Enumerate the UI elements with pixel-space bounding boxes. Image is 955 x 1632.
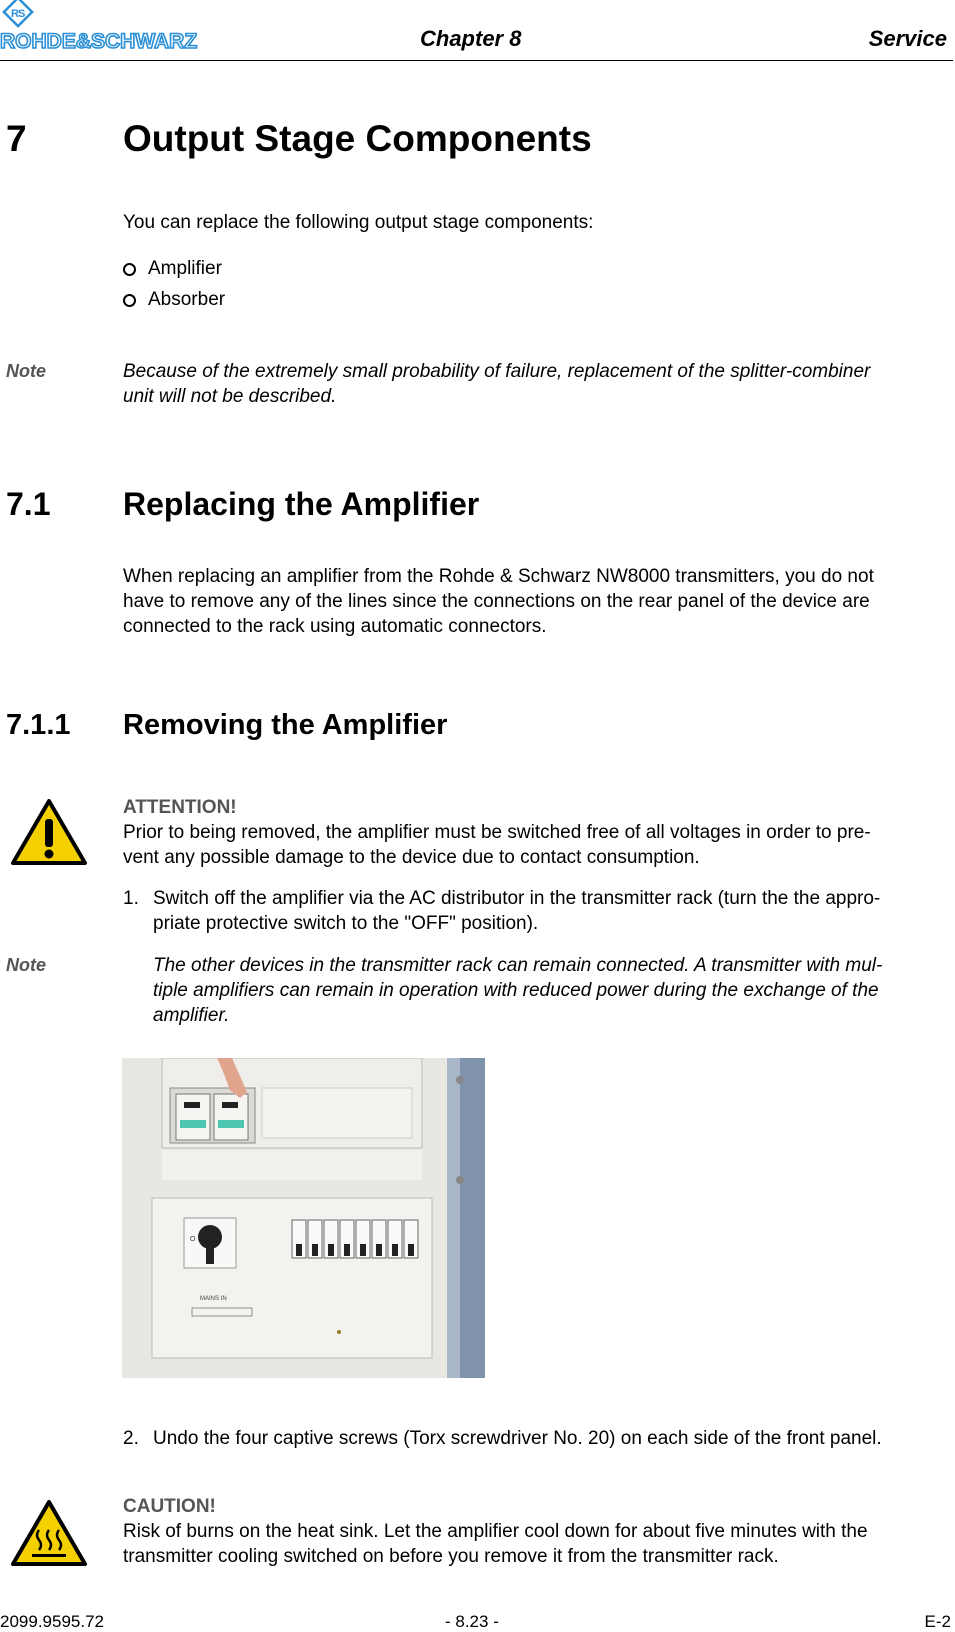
attention-block: ATTENTION! Prior to being removed, the amplifier must be switched free of all voltages in order to pre- vent any possible damage to the device due to contact consumption. — [123, 797, 871, 868]
paragraph: When replacing an amplifier from the Rohde & Schwarz NW8000 transmitters, you do not have to remove any of the lines since the connections on the rear panel of the device are connected to the rack using automatic connectors. — [123, 566, 874, 637]
section-title: Service — [868, 26, 947, 51]
logo-emblem-icon — [4, 0, 32, 26]
heading-title: Removing the Amplifier — [123, 709, 448, 741]
heading-title: Output Stage Components — [123, 118, 592, 159]
step-1: 1. Switch off the amplifier via the AC distributor in the transmitter rack (turn the the appro- priate protective switch to the "OFF" position). — [123, 888, 881, 934]
ac-distributor-photo — [122, 1058, 485, 1378]
logo-text: ROHDE&SCHWARZ — [0, 30, 198, 53]
heading-title: Replacing the Amplifier — [123, 486, 480, 522]
note-text: The other devices in the transmitter rack can remain connected. A transmitter with mul- tiple amplifiers can remain in operation with reduced power during the exchange of the amplifier. — [153, 955, 883, 1026]
step-2: 2. Undo the four captive screws (Torx screwdriver No. 20) on each side of the front panel. — [123, 1428, 882, 1449]
list-item: Amplifier — [123, 258, 222, 280]
svg-text:R: R — [11, 8, 19, 20]
bullet-icon — [123, 294, 136, 307]
heading-number: 7 — [6, 118, 27, 159]
document-number: 2099.9595.72 — [0, 1612, 104, 1631]
note-text: Because of the extremely small probability of failure, replacement of the splitter-combiner unit will not be described. — [123, 361, 871, 407]
warning-icon — [10, 797, 88, 867]
rohde-schwarz-logo — [0, 0, 230, 55]
caution-block: CAUTION! Risk of burns on the heat sink. Let the amplifier cool down for about five minutes with the transmitter cooling switched on before you remove it from the transmitter rack. — [123, 1496, 868, 1567]
svg-text:O: O — [190, 1236, 196, 1243]
list-item: Absorber — [123, 289, 225, 311]
chapter-title: Chapter 8 — [420, 26, 522, 51]
intro-text: You can replace the following output stage components: — [123, 212, 594, 233]
header-divider — [0, 60, 953, 61]
revision: E-2 — [924, 1612, 951, 1631]
mains-label: MAINS IN — [200, 1296, 227, 1302]
caution-title: CAUTION! — [123, 1496, 216, 1517]
attention-title: ATTENTION! — [123, 797, 237, 818]
note-label: Note — [6, 955, 46, 975]
hot-surface-icon — [10, 1498, 88, 1568]
page-number: - 8.23 - — [445, 1612, 499, 1631]
heading-number: 7.1 — [6, 486, 51, 522]
svg-text:S: S — [18, 8, 26, 20]
bullet-icon — [123, 263, 136, 276]
note-label: Note — [6, 361, 46, 381]
heading-number: 7.1.1 — [6, 709, 71, 741]
